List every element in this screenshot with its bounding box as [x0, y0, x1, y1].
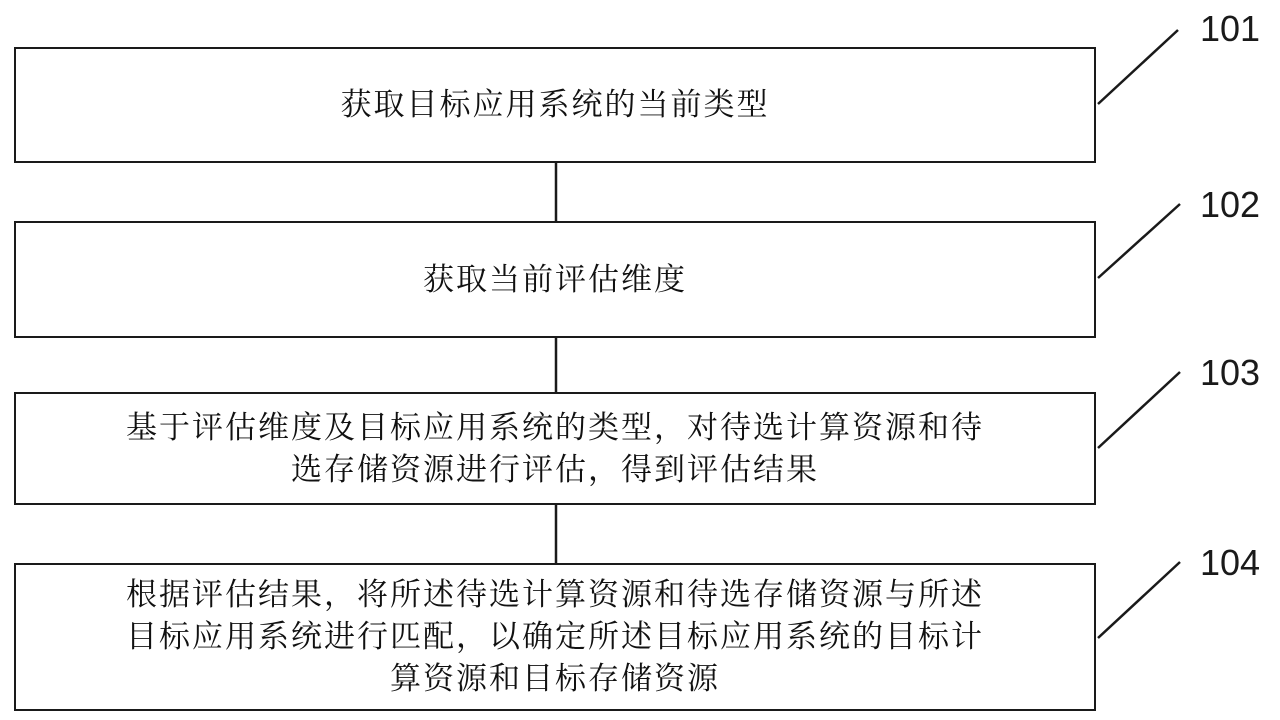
leader-line-103	[1098, 372, 1180, 448]
step-box-102	[14, 221, 1096, 338]
step-text-104: 根据评估结果，将所述待选计算资源和待选存储资源与所述 目标应用系统进行匹配，以确定所述目标应用系统的目标计 算资源和目标存储资源	[126, 577, 984, 697]
step-label-104: 104	[1200, 542, 1261, 583]
leader-line-101	[1098, 30, 1178, 104]
step-label-102: 102	[1200, 184, 1261, 225]
step-text-101: 获取目标应用系统的当前类型	[340, 87, 770, 123]
step-box-103	[14, 392, 1096, 505]
step-text-103: 基于评估维度及目标应用系统的类型，对待选计算资源和待 选存储资源进行评估，得到评估结果	[126, 409, 984, 488]
step-label-101: 101	[1200, 8, 1261, 49]
step-box-101	[14, 47, 1096, 163]
leader-line-104	[1098, 562, 1180, 638]
step-box-104	[14, 563, 1096, 711]
step-label-103: 103	[1200, 352, 1261, 393]
step-text-102: 获取当前评估维度	[423, 261, 687, 298]
leader-line-102	[1098, 204, 1180, 278]
